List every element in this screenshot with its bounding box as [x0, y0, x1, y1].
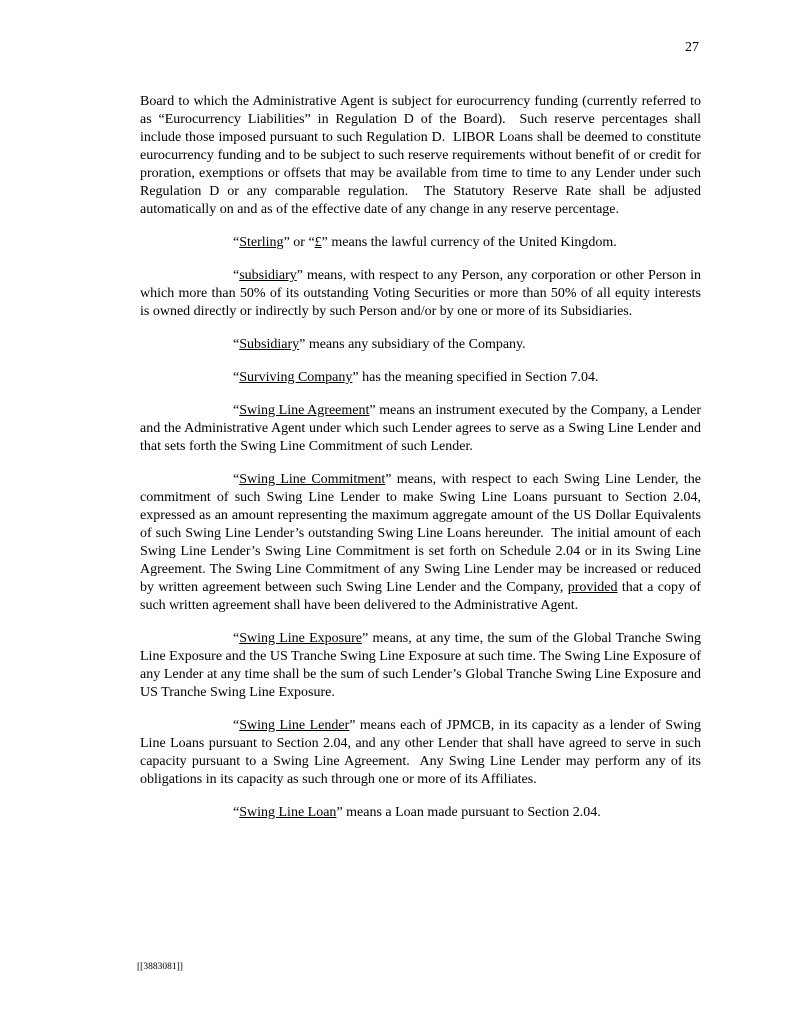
paragraph [140, 234, 701, 252]
paragraph [140, 267, 701, 321]
text-run: ” or “ [283, 235, 315, 250]
document-body [140, 93, 701, 837]
paragraph [140, 630, 701, 702]
paragraph [140, 369, 701, 387]
defined-term: Swing Line Agreement [239, 403, 370, 418]
defined-term: provided [567, 580, 618, 595]
text-run: ” means a Loan made pursuant to Section 2.04. [336, 805, 601, 820]
text-run: ” means each of JPMCB, in its capacity as a lender of Swing Line Loans pursuant to Section 2.04, and any other Lender that shall have agreed to serve in such capacity pursuant to a Swing Line Agreement. Any Swing Line Lender may perform any of its obligations in its capacity as such through one or more of its Affiliates. [140, 718, 701, 787]
text-run: ” means an instrument executed by the Company, a Lender and the Administrative Agent under which such Lender agrees to serve as a Swing Line Lender and that sets forth the Swing Line Commitment of such Lender. [140, 403, 701, 454]
text-run: “ [233, 370, 240, 385]
defined-term: Swing Line Lender [239, 718, 350, 733]
text-run: ” means, with respect to each Swing Line Lender, the commitment of such Swing Line Lender to make Swing Line Loans pursuant to Section 2.04, expressed as an amount representing the maximum aggregate amount of the US Dollar Equivalents of such Swing Line Lender’s outstanding Swing Line Loans hereunder. The initial amount of each Swing Line Lender’s Swing Line Commitment is set forth on Schedule 2.04 or in its Swing Line Agreement. The Swing Line Commitment of any Swing Line Lender may be increased or reduced by written agreement between such Swing Line Lender and the Company, [140, 472, 701, 595]
defined-term: Swing Line Commitment [239, 472, 386, 487]
text-run: “ [233, 805, 240, 820]
paragraph [140, 717, 701, 789]
text-run: “ [233, 337, 240, 352]
defined-term: subsidiary [239, 268, 297, 283]
paragraph [140, 471, 701, 615]
text-run: ” means, at any time, the sum of the Global Tranche Swing Line Exposure and the US Tranche Swing Line Exposure at such time. The Swing Line Exposure of any Lender at any time shall be the sum of such Lender’s Global Tranche Swing Line Exposure and US Tranche Swing Line Exposure. [140, 631, 701, 700]
text-run: “ [233, 268, 240, 283]
defined-term: Sterling [239, 235, 284, 250]
text-run: “ [233, 235, 240, 250]
text-run: ” means the lawful currency of the United Kingdom. [321, 235, 617, 250]
text-run: ” means any subsidiary of the Company. [299, 337, 526, 352]
text-run: “ [233, 718, 240, 733]
defined-term: Subsidiary [239, 337, 300, 352]
text-run: “ [233, 631, 240, 646]
paragraph [140, 402, 701, 456]
text-run: ” means, with respect to any Person, any corporation or other Person in which more than 50% of its outstanding Voting Securities or more than 50% of all equity interests is owned directly or indirectly by such Person and/or by one or more of its Subsidiaries. [140, 268, 701, 319]
text-run: “ [233, 472, 240, 487]
text-run: ” has the meaning specified in Section 7.04. [352, 370, 599, 385]
defined-term: Surviving Company [239, 370, 353, 385]
defined-term: Swing Line Loan [239, 805, 337, 820]
text-run: “ [233, 403, 240, 418]
paragraph [140, 93, 701, 219]
paragraph [140, 336, 701, 354]
footer-doc-id: [[3883081]] [137, 962, 183, 972]
defined-term: Swing Line Exposure [239, 631, 363, 646]
page-number: 27 [685, 40, 699, 55]
text-run: that a copy of such written agreement shall have been delivered to the Administrative Agent. [140, 580, 701, 613]
paragraph [140, 804, 701, 822]
text-run: Board to which the Administrative Agent is subject for eurocurrency funding (currently referred to as “Eurocurrency Liabilities” in Regulation D of the Board). Such reserve percentages shall include those imposed pursuant to such Regulation D. LIBOR Loans shall be deemed to constitute eurocurrency funding and to be subject to such reserve requirements without benefit of or credit for proration, exemptions or offsets that may be available from time to time to any Lender under such Regulation D or any comparable regulation. The Statutory Reserve Rate shall be adjusted automatically on and as of the effective date of any change in any reserve percentage. [140, 94, 701, 217]
defined-term: £ [314, 235, 322, 250]
